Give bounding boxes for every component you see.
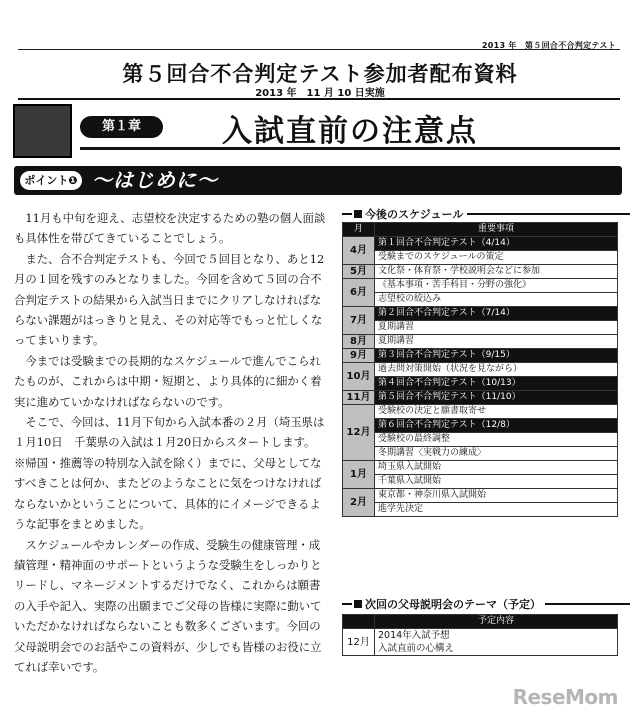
schedule-event: 千葉県入試開始 [375, 475, 618, 489]
schedule-row [343, 321, 618, 335]
schedule-event-test: 第５回合不合判定テスト（11/10） [375, 391, 618, 405]
schedule-month: 12月 [343, 405, 375, 461]
top-divider [18, 49, 620, 50]
schedule-month: 8月 [343, 335, 375, 349]
schedule-month: 4月 [343, 237, 375, 265]
body-paragraph: 今までは受験までの長期的なスケジュールで進んでこられたものが、これからは中期・短期と、より具体的に細かく着実に進めていかなければならないのです。 [14, 353, 322, 409]
schedule-event: 冬期講習〈実戦力の練成〉 [375, 447, 618, 461]
heading-rule-right [467, 213, 630, 215]
point-title: 〜はじめに〜 [92, 168, 218, 192]
schedule-table [342, 222, 618, 517]
schedule-row [343, 349, 618, 363]
theme-item: 2014年入試予想 [378, 630, 450, 641]
body-paragraph: また、合不合判定テストも、今回で５回目となり、あと12月の１回を残すのみとなりました。今回を含めて５回の合不合判定テストの結果から入試当日までにクリアしなければならない課題がはっきりと見え、その対応等でもっと忙しくなってまいります。 [14, 251, 325, 348]
document-title: 第５回合不合判定テスト参加者配布資料 [122, 61, 518, 86]
schedule-row [343, 419, 618, 433]
theme-col-blank [343, 615, 375, 629]
body-paragraph: そこで、今回は、11月下旬から入試本番の２月（埼玉県は１月10日 千葉県の入試は１月20日からスタートします。 ※帰国・推薦等の特別な入試を除く）までに、父母としてなすべきことは何か、またどのようなことに気をつけなければならないかということについて、具体的にイメージできるような記事をまとめました。 [14, 415, 325, 532]
schedule-event: 《基本事項・苦手科目・分野の強化》 [375, 279, 618, 293]
schedule-row [343, 391, 618, 405]
theme-row [343, 629, 618, 656]
schedule-event: 志望校の絞込み [375, 293, 618, 307]
theme-header-row [343, 615, 618, 629]
schedule-row [343, 265, 618, 279]
schedule-event-test: 第６回合不合判定テスト（12/8） [375, 419, 618, 433]
schedule-event: 受験校の最終調整 [375, 433, 618, 447]
schedule-event: 夏期講習 [375, 335, 618, 349]
schedule-event: 受験までのスケジュールの策定 [375, 251, 618, 265]
theme-table [342, 614, 618, 656]
theme-items [375, 629, 618, 656]
schedule-month: 9月 [343, 349, 375, 363]
schedule-row [343, 475, 618, 489]
running-header: 2013 年 第５回合不合判定テスト [481, 41, 616, 50]
schedule-month: 7月 [343, 307, 375, 335]
schedule-header-row [343, 223, 618, 237]
schedule-month: 11月 [343, 391, 375, 405]
schedule-row [343, 363, 618, 377]
schedule-body [343, 237, 618, 517]
schedule-heading [342, 206, 630, 222]
heading-rule-left [342, 213, 352, 215]
col-events-header: 重要事項 [375, 223, 618, 237]
schedule-event: 過去問対策開始（状況を見ながら） [375, 363, 618, 377]
schedule-event-test: 第２回合不合判定テスト（7/14） [375, 307, 618, 321]
schedule-month: 1月 [343, 461, 375, 489]
schedule-row [343, 307, 618, 321]
title-divider [18, 98, 620, 100]
col-month-header: 月 [343, 223, 375, 237]
heading-square-icon [354, 210, 362, 218]
schedule-event: 受験校の決定と願書取寄せ [375, 405, 618, 419]
schedule-heading-text: 今後のスケジュール [365, 208, 464, 221]
body-paragraph: スケジュールやカレンダーの作成、受験生の健康管理・成績管理・精神面のサポートというような受験生をしっかりとリードし、マネージメントするだけでなく、これからは願書の入手や記入、実際の出願までご父母の皆様に実際に動いていただかなければならないことも数多くございます。今回の父母説明会でのお話やこの資料が、少しでも皆様のお役に立てれば幸いです。 [14, 537, 322, 674]
schedule-event: 東京都・神奈川県入試開始 [375, 489, 618, 503]
schedule-event-test: 第４回合不合判定テスト（10/13） [375, 377, 618, 391]
chapter-divider [80, 147, 620, 150]
schedule-month: 2月 [343, 489, 375, 517]
schedule-row [343, 377, 618, 391]
chapter-title: 入試直前の注意点 [222, 114, 478, 149]
theme-item: 入試直前の心構え [378, 643, 455, 654]
heading-square-icon [354, 600, 362, 608]
schedule-row [343, 447, 618, 461]
schedule-row [343, 251, 618, 265]
chapter-label: 第１章 [80, 116, 163, 138]
schedule-row [343, 335, 618, 349]
schedule-event: 夏期講習 [375, 321, 618, 335]
schedule-event: 進学先決定 [375, 503, 618, 517]
schedule-row [343, 489, 618, 503]
chapter-decoration [13, 104, 72, 158]
theme-heading [342, 596, 630, 612]
resemom-logo: ReseMom [512, 685, 618, 709]
point-tag: ポイント❶ [20, 171, 82, 190]
theme-col-content-header: 予定内容 [375, 615, 618, 629]
schedule-row [343, 503, 618, 517]
schedule-row [343, 237, 618, 251]
theme-month: 12月 [343, 629, 375, 656]
schedule-month: 5月 [343, 265, 375, 279]
heading-rule-right [545, 603, 630, 605]
schedule-event: 埼玉県入試開始 [375, 461, 618, 475]
exam-date: 2013 年 11 月 10 日実施 [255, 88, 385, 99]
schedule-row [343, 293, 618, 307]
theme-heading-text: 次回の父母説明会のテーマ（予定） [365, 598, 541, 611]
schedule-row [343, 405, 618, 419]
schedule-event: 文化祭・体育祭・学校説明会などに参加 [375, 265, 618, 279]
body-paragraph: 11月も中旬を迎え、志望校を決定するための塾の個人面談も具体性を帯びてきていることでしょう。 [14, 211, 326, 246]
heading-rule-left [342, 603, 352, 605]
schedule-event-test: 第３回合不合判定テスト（9/15） [375, 349, 618, 363]
intro-body [14, 208, 328, 677]
schedule-event-test: 第１回合不合判定テスト（4/14） [375, 237, 618, 251]
schedule-row [343, 433, 618, 447]
schedule-month: 10月 [343, 363, 375, 391]
schedule-row [343, 279, 618, 293]
schedule-row [343, 461, 618, 475]
schedule-month: 6月 [343, 279, 375, 307]
